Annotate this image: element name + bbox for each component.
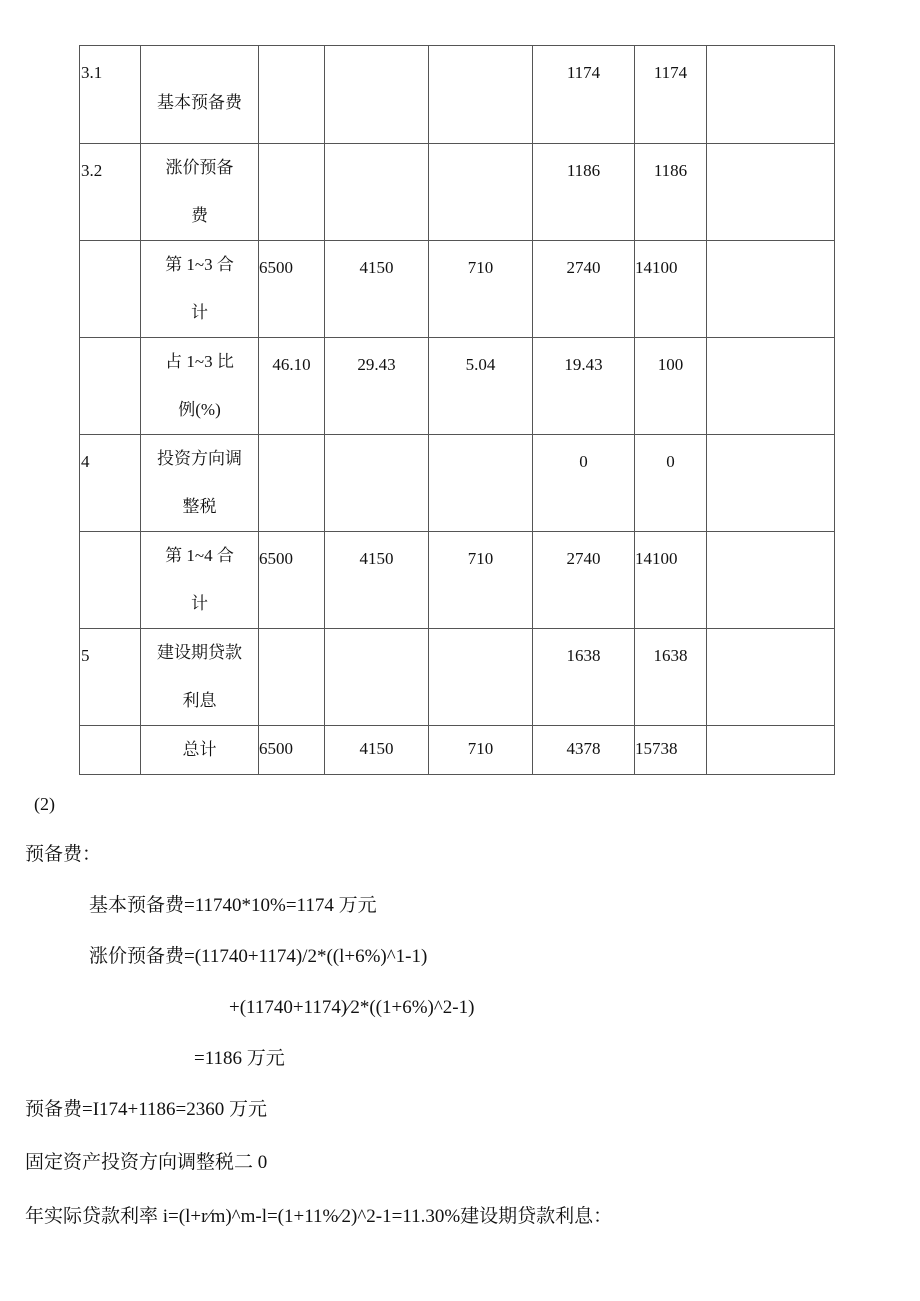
item-no-cell <box>80 338 141 435</box>
value-col4: 0 <box>579 452 588 471</box>
table-row <box>80 532 835 629</box>
note-cell <box>707 532 835 629</box>
value-cell <box>429 532 533 629</box>
item-no <box>80 726 140 743</box>
value-cell <box>259 435 325 532</box>
total-cell <box>635 338 707 435</box>
value-col3 <box>429 144 532 161</box>
item-name-cell <box>141 241 259 338</box>
value-cell <box>533 241 635 338</box>
value-col3: 710 <box>467 549 494 568</box>
total-cell <box>635 241 707 338</box>
table-row <box>80 435 835 532</box>
item-name: 第 1~3 合计 <box>165 255 234 322</box>
value-cell <box>325 46 429 144</box>
value-col2: 29.43 <box>357 355 396 374</box>
value-col1 <box>259 144 324 161</box>
value-col2: 4150 <box>359 549 394 568</box>
item-no: 3.1 <box>81 63 103 82</box>
item-name-cell <box>141 726 259 775</box>
section-number: (2) <box>34 794 55 814</box>
item-name: 投资方向调整税 <box>157 449 242 516</box>
value-col4: 2740 <box>566 258 601 277</box>
note-cell <box>707 241 835 338</box>
item-no: 4 <box>81 452 90 471</box>
table-row <box>80 144 835 241</box>
value-cell <box>429 338 533 435</box>
value-cell <box>325 144 429 241</box>
value-note <box>707 144 834 161</box>
value-total: 1186 <box>653 161 688 180</box>
item-name-cell <box>141 629 259 726</box>
value-cell <box>259 46 325 144</box>
note-cell <box>707 726 835 775</box>
value-cell <box>533 338 635 435</box>
value-total: 0 <box>666 452 675 471</box>
item-no-cell <box>80 726 141 775</box>
value-note <box>707 46 834 63</box>
value-col3: 710 <box>467 739 494 758</box>
note-cell <box>707 144 835 241</box>
value-cell <box>429 46 533 144</box>
value-cell <box>533 532 635 629</box>
item-name-cell <box>141 532 259 629</box>
value-col3 <box>429 629 532 646</box>
reserve-heading: 预备费： <box>25 844 102 865</box>
value-col3 <box>429 435 532 452</box>
value-col4: 1638 <box>566 646 601 665</box>
item-no: 5 <box>81 646 90 665</box>
table-row <box>80 46 835 144</box>
investment-estimate-table <box>79 45 835 775</box>
value-cell <box>325 338 429 435</box>
value-cell <box>533 629 635 726</box>
value-total: 1174 <box>653 63 688 82</box>
value-col4: 1174 <box>566 63 601 82</box>
value-total: 1638 <box>653 646 688 665</box>
value-col4: 19.43 <box>564 355 603 374</box>
note-cell <box>707 435 835 532</box>
price-reserve-result: =1186 万元 <box>194 1048 285 1069</box>
item-no-cell <box>80 435 141 532</box>
value-col1: 6500 <box>259 739 293 758</box>
value-col1: 46.10 <box>272 355 311 374</box>
item-name-cell <box>141 46 259 144</box>
note-cell <box>707 46 835 144</box>
table-row <box>80 241 835 338</box>
item-no-cell <box>80 629 141 726</box>
item-no: 3.2 <box>81 161 103 180</box>
item-no <box>80 338 140 355</box>
value-cell <box>429 435 533 532</box>
value-col1 <box>259 629 324 646</box>
price-reserve-formula-line2: +(11740+1174)⁄2*((1+6%)^2-1) <box>229 997 475 1018</box>
item-name: 建设期贷款利息 <box>157 643 242 710</box>
value-total: 14100 <box>635 549 678 568</box>
value-cell <box>429 726 533 775</box>
value-cell <box>259 726 325 775</box>
table-row <box>80 726 835 775</box>
value-cell <box>325 435 429 532</box>
value-col2 <box>325 144 428 161</box>
interest-rate-formula: 年实际贷款利率 i=(l+r⁄m)^m-l=(1+11%⁄2)^2-1=11.30%建设期贷款利息： <box>25 1206 613 1227</box>
value-col2 <box>325 435 428 452</box>
value-col1 <box>259 46 324 63</box>
total-cell <box>635 46 707 144</box>
value-cell <box>325 532 429 629</box>
total-cell <box>635 532 707 629</box>
table-row <box>80 338 835 435</box>
value-col1 <box>259 435 324 452</box>
value-cell <box>259 144 325 241</box>
total-cell <box>635 144 707 241</box>
value-note <box>707 629 834 646</box>
value-cell <box>259 241 325 338</box>
total-cell <box>635 629 707 726</box>
basic-reserve-formula: 基本预备费=11740*10%=1174 万元 <box>89 895 377 916</box>
value-cell <box>259 338 325 435</box>
value-col2: 4150 <box>359 739 394 758</box>
item-name-cell <box>141 435 259 532</box>
value-cell <box>533 726 635 775</box>
item-name: 第 1~4 合计 <box>165 546 234 613</box>
value-note <box>707 435 834 452</box>
value-col4: 2740 <box>566 549 601 568</box>
item-name: 总计 <box>182 740 217 759</box>
note-cell <box>707 338 835 435</box>
value-note <box>707 241 834 258</box>
value-cell <box>325 629 429 726</box>
item-no-cell <box>80 46 141 144</box>
value-cell <box>429 629 533 726</box>
item-no-cell <box>80 532 141 629</box>
value-cell <box>259 532 325 629</box>
value-cell <box>533 144 635 241</box>
adjustment-tax-line: 固定资产投资方向调整税二 0 <box>25 1152 268 1173</box>
item-no-cell <box>80 241 141 338</box>
value-col3 <box>429 46 532 63</box>
value-col4: 1186 <box>566 161 601 180</box>
item-no-cell <box>80 144 141 241</box>
item-name-cell <box>141 338 259 435</box>
value-col3: 710 <box>467 258 494 277</box>
value-cell <box>533 46 635 144</box>
item-name: 占 1~3 比例(%) <box>165 352 234 419</box>
value-cell <box>533 435 635 532</box>
value-col3: 5.04 <box>465 355 496 374</box>
table-row <box>80 629 835 726</box>
value-note <box>707 726 834 743</box>
value-note <box>707 338 834 355</box>
price-reserve-formula-line1: 涨价预备费=(11740+1174)/2*((l+6%)^1-1) <box>89 946 428 967</box>
item-no <box>80 241 140 258</box>
value-col2 <box>325 46 428 63</box>
item-name-cell <box>141 144 259 241</box>
item-name: 涨价预备费 <box>165 158 234 225</box>
value-total: 14100 <box>635 258 678 277</box>
value-col1: 6500 <box>259 258 293 277</box>
value-col1: 6500 <box>259 549 293 568</box>
value-col4: 4378 <box>566 739 601 758</box>
note-cell <box>707 629 835 726</box>
total-cell <box>635 726 707 775</box>
item-name: 基本预备费 <box>157 93 242 112</box>
value-cell <box>429 241 533 338</box>
value-total: 15738 <box>635 739 678 758</box>
value-cell <box>325 241 429 338</box>
item-no <box>80 532 140 549</box>
total-cell <box>635 435 707 532</box>
value-note <box>707 532 834 549</box>
value-cell <box>259 629 325 726</box>
value-col2 <box>325 629 428 646</box>
value-col2: 4150 <box>359 258 394 277</box>
value-cell <box>325 726 429 775</box>
value-cell <box>429 144 533 241</box>
reserve-total-formula: 预备费=I174+1186=2360 万元 <box>25 1099 268 1120</box>
value-total: 100 <box>657 355 684 374</box>
